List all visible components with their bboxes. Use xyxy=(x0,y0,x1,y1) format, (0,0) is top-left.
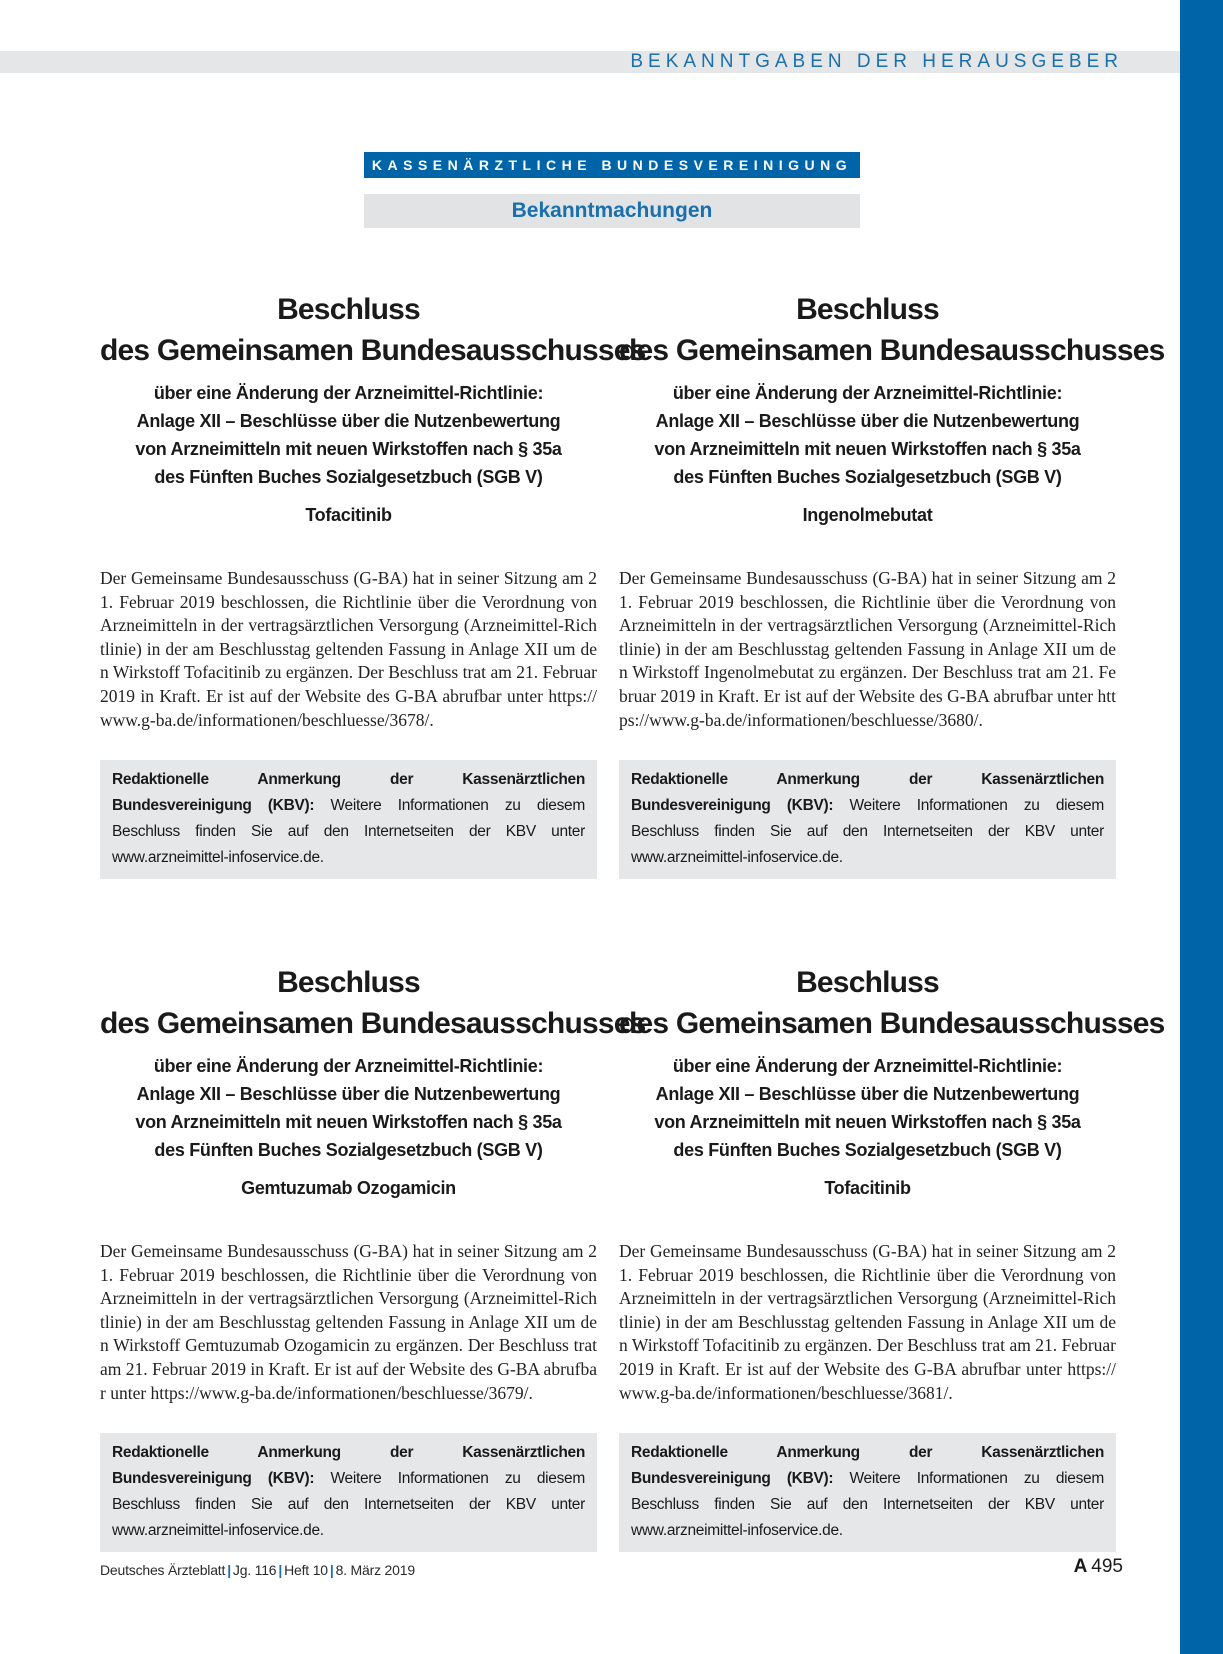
separator: | xyxy=(329,1562,334,1578)
article-tofacitinib-1 xyxy=(100,289,646,879)
subtitle-line: Anlage XII – Beschlüsse über die Nutzenbewertung xyxy=(655,411,1080,431)
drug-name: Gemtuzumab Ozogamicin xyxy=(241,1178,456,1198)
title-line: Beschluss xyxy=(796,966,939,999)
subtitle-line: über eine Änderung der Arzneimittel-Richtlinie: xyxy=(153,383,544,403)
title-line: des Gemeinsamen Bundesausschusses xyxy=(619,1007,1165,1040)
issue-date: 8. März 2019 xyxy=(335,1562,415,1578)
article-ingenolmebutat xyxy=(619,289,1165,879)
note-heading: Redaktionelle Anmerkung der Kassenärztlichen Bundesvereinigung (KBV): xyxy=(631,771,1104,815)
drug-name: Ingenolmebutat xyxy=(802,505,933,525)
subtitle-line: Anlage XII – Beschlüsse über die Nutzenbewertung xyxy=(136,1084,561,1104)
title-line: des Gemeinsamen Bundesausschusses xyxy=(619,334,1165,367)
subtitle-line: Anlage XII – Beschlüsse über die Nutzenbewertung xyxy=(136,411,561,431)
article-tofacitinib-2 xyxy=(619,962,1165,1552)
volume: Jg. 116 xyxy=(232,1562,277,1578)
subtitle-line: von Arzneimitteln mit neuen Wirkstoffen nach § 35a xyxy=(654,1112,1081,1132)
footer-citation xyxy=(100,1562,415,1578)
article-body: Der Gemeinsame Bundesausschuss (G-BA) hat in seiner Sitzung am 21. Februar 2019 beschlossen, die Richtlinie über die Verordnung von Arzneimitteln in der vertragsärztlichen Versorgung (Arzneimittel-Richtlinie) in der am Beschlusstag geltenden Fassung in Anlage XII um den Wirkstoff Gemtuzumab Ozogamicin zu ergänzen. Der Beschluss trat am 21. Februar 2019 in Kraft. Er ist auf der Website des G-BA abrufbar unter https://www.g-ba.de/informationen/beschluesse/3679/. xyxy=(100,1241,597,1403)
bekanntmachungen-banner: Bekanntmachungen xyxy=(364,194,860,228)
separator: | xyxy=(278,1562,283,1578)
page-prefix: A xyxy=(1073,1556,1088,1577)
note-heading: Redaktionelle Anmerkung der Kassenärztlichen Bundesvereinigung (KBV): xyxy=(112,1444,585,1488)
note-text: Weitere Informationen zu diesem Beschluss finden Sie auf den Internetseiten der KBV unter www.arzneimittel-infoservice.de. xyxy=(112,797,585,867)
note-text: Weitere Informationen zu diesem Beschluss finden Sie auf den Internetseiten der KBV unter www.arzneimittel-infoservice.de. xyxy=(112,1470,585,1540)
article-title xyxy=(100,962,646,1044)
subtitle-line: von Arzneimitteln mit neuen Wirkstoffen nach § 35a xyxy=(654,439,1081,459)
subtitle-line: des Fünften Buches Sozialgesetzbuch (SGB V) xyxy=(154,1140,543,1160)
title-line: Beschluss xyxy=(796,293,939,326)
subtitle-line: über eine Änderung der Arzneimittel-Richtlinie: xyxy=(672,1056,1063,1076)
article-title xyxy=(619,289,1165,371)
article-body: Der Gemeinsame Bundesausschuss (G-BA) hat in seiner Sitzung am 21. Februar 2019 beschlossen, die Richtlinie über die Verordnung von Arzneimitteln in der vertragsärztlichen Versorgung (Arzneimittel-Richtlinie) in der am Beschlusstag geltenden Fassung in Anlage XII um den Wirkstoff Tofacitinib zu ergänzen. Der Beschluss trat am 21. Februar 2019 in Kraft. Er ist auf der Website des G-BA abrufbar unter https://www.g-ba.de/informationen/beschluesse/3678/. xyxy=(100,568,597,730)
editorial-note xyxy=(100,760,597,879)
separator: | xyxy=(227,1562,231,1578)
article-subtitle xyxy=(100,1052,597,1164)
note-text: Weitere Informationen zu diesem Beschluss finden Sie auf den Internetseiten der KBV unter www.arzneimittel-infoservice.de. xyxy=(631,1470,1104,1540)
note-heading: Redaktionelle Anmerkung der Kassenärztlichen Bundesvereinigung (KBV): xyxy=(112,771,585,815)
note-text: Weitere Informationen zu diesem Beschluss finden Sie auf den Internetseiten der KBV unter www.arzneimittel-infoservice.de. xyxy=(631,797,1104,867)
subtitle-line: von Arzneimitteln mit neuen Wirkstoffen nach § 35a xyxy=(135,1112,562,1132)
title-line: des Gemeinsamen Bundesausschusses xyxy=(100,334,646,367)
drug-name: Tofacitinib xyxy=(824,1178,911,1198)
kbv-banner: KASSENÄRZTLICHE BUNDESVEREINIGUNG xyxy=(364,152,860,178)
article-title xyxy=(100,289,646,371)
page-number-value: 495 xyxy=(1091,1556,1123,1577)
note-heading: Redaktionelle Anmerkung der Kassenärztlichen Bundesvereinigung (KBV): xyxy=(631,1444,1104,1488)
subtitle-line: des Fünften Buches Sozialgesetzbuch (SGB V) xyxy=(673,467,1062,487)
subtitle-line: des Fünften Buches Sozialgesetzbuch (SGB V) xyxy=(154,467,543,487)
editorial-note xyxy=(619,760,1116,879)
article-body: Der Gemeinsame Bundesausschuss (G-BA) hat in seiner Sitzung am 21. Februar 2019 beschlossen, die Richtlinie über die Verordnung von Arzneimitteln in der vertragsärztlichen Versorgung (Arzneimittel-Richtlinie) in der am Beschlusstag geltenden Fassung in Anlage XII um den Wirkstoff Tofacitinib zu ergänzen. Der Beschluss trat am 21. Februar 2019 in Kraft. Er ist auf der Website des G-BA abrufbar unter https://www.g-ba.de/informationen/beschluesse/3681/. xyxy=(619,1241,1116,1403)
article-subtitle xyxy=(619,379,1116,491)
issue: Heft 10 xyxy=(284,1562,328,1578)
article-body: Der Gemeinsame Bundesausschuss (G-BA) hat in seiner Sitzung am 21. Februar 2019 beschlossen, die Richtlinie über die Verordnung von Arzneimitteln in der vertragsärztlichen Versorgung (Arzneimittel-Richtlinie) in der am Beschlusstag geltenden Fassung in Anlage XII um den Wirkstoff Ingenolmebutat zu ergänzen. Der Beschluss trat am 21. Februar 2019 in Kraft. Er ist auf der Website des G-BA abrufbar unter https://www.g-ba.de/informationen/beschluesse/3680/. xyxy=(619,568,1116,730)
subtitle-line: des Fünften Buches Sozialgesetzbuch (SGB V) xyxy=(673,1140,1062,1160)
page-number xyxy=(1074,1556,1123,1578)
sidebar-stripe xyxy=(1180,0,1223,1654)
journal-name: Deutsches Ärzteblatt xyxy=(100,1562,226,1578)
editorial-note xyxy=(619,1433,1116,1552)
subtitle-line: über eine Änderung der Arzneimittel-Richtlinie: xyxy=(153,1056,544,1076)
title-line: des Gemeinsamen Bundesausschusses xyxy=(100,1007,646,1040)
subtitle-line: von Arzneimitteln mit neuen Wirkstoffen nach § 35a xyxy=(135,439,562,459)
article-title xyxy=(619,962,1165,1044)
article-gemtuzumab xyxy=(100,962,646,1552)
section-label: BEKANNTGABEN DER HERAUSGEBER xyxy=(630,51,1123,72)
title-line: Beschluss xyxy=(277,293,420,326)
article-subtitle xyxy=(619,1052,1116,1164)
editorial-note xyxy=(100,1433,597,1552)
subtitle-line: über eine Änderung der Arzneimittel-Richtlinie: xyxy=(672,383,1063,403)
subtitle-line: Anlage XII – Beschlüsse über die Nutzenbewertung xyxy=(655,1084,1080,1104)
article-subtitle xyxy=(100,379,597,491)
title-line: Beschluss xyxy=(277,966,420,999)
drug-name: Tofacitinib xyxy=(305,505,392,525)
